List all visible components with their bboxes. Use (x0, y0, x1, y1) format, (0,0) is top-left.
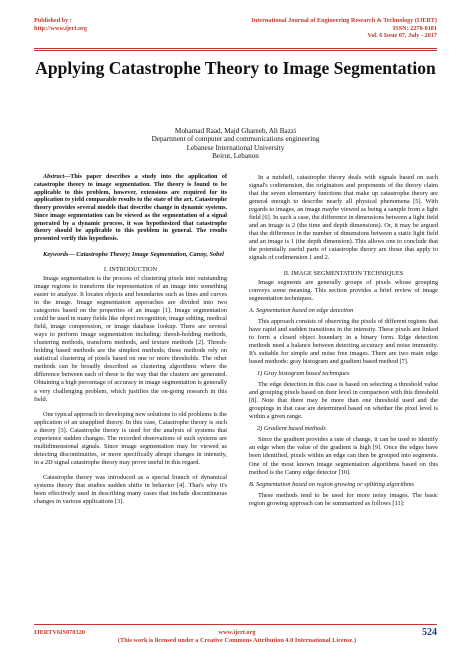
paper-id: IJERTV6IS070320 (34, 629, 85, 636)
subsection-b-heading: B. Segmentation based on region growing or splitting algorithms (249, 480, 414, 488)
volume-issue: Vol. 6 Issue 07, July - 2017 (367, 32, 437, 40)
right-column (249, 174, 438, 508)
section-heading-introduction: I. INTRODUCTION (103, 265, 158, 273)
subsection-2-heading: 2) Gradient based methods (257, 425, 326, 433)
keywords: Keywords— Catastrophe Theory; Image Segmentation, Canny, Sobel (43, 250, 224, 258)
header-left (34, 17, 87, 32)
abstract (34, 174, 227, 244)
left-column (34, 174, 227, 506)
subsection-b-body: These methods tend to be used for more noisy images. The basic region growing approach can be summarized as follows [11]: (249, 491, 438, 507)
subsection-a-heading: A. Segmentation based on edge detection (249, 306, 354, 314)
footer-site-link[interactable]: www.ijert.org (218, 629, 256, 636)
abstract-lead: Abstract (43, 174, 65, 180)
journal-name: International Journal of Engineering Research & Technology (IJERT) (251, 17, 437, 24)
header-site-link[interactable]: http://www.ijert.org (34, 24, 87, 32)
subsection-1-body: The edge detection in this case is based on selecting a threshold value and grouping pixels based on their level in comparison with this threshold [8]. Note that there may be more than one threshold used and the groupings in that case are determined based on whether the pixel level is within a given range. (249, 381, 438, 421)
header-divider (34, 48, 437, 49)
section-heading-techniques: II. IMAGE SEGMENTATION TECHNIQUES (283, 269, 404, 277)
author-department: Department of computer and communications engineering (151, 135, 320, 144)
header-right (252, 17, 437, 40)
issn: ISSN: 2278-0181 (392, 24, 437, 32)
page-number: 524 (422, 627, 437, 638)
author-university: Lebanese International University (186, 143, 285, 152)
author-location: Beirut, Lebanon (212, 151, 259, 160)
author-names: Mohamad Raad, Majd Ghareeb, Ali Bazzi (174, 127, 297, 135)
intro-paragraph-1: Image segmentation is the process of clustering pixels into outstanding image regions to transform the representation of an image into something easier to analyze. It locates objects and boundaries such as lines and curves in the image. Image segmentation approaches are divided into two categories based on the properties of an image [1]. Image segmentation could be used in many fields like object recognition, image editing, medical field, image compression, or image database lookup. There are several ways to perform image segmentation including: thresh-holding methods, clustering methods, transform methods, and texture methods [2]. Thresh-holding based methods are the simplest methods; these methods rely on statistical clustering of pixels based on one or more thresholds. The other methods can be broadly described as clustering algorithms where the difference between each of these is the way that the clusters are generated. Obtaining a high percentage of accuracy in image segmentation is generally a very challenging problem, which justifies the on-going research in this field. (34, 274, 227, 403)
footer-center (0, 629, 474, 645)
published-by: Published by : (34, 17, 72, 24)
techniques-intro: Image segments are generally groups of pixels whose grouping conveys some meaning. This section provides a brief review of image segmentation techniques. (249, 278, 438, 302)
license-note: (This work is licensed under a Creative Commons Attribution 4.0 International License.) (117, 637, 357, 644)
subsection-2-body: Since the gradient provides a rate of change, it can be used to identify an edge when the value of the gradient is high [9]. Once the edges have been identified, pixels within an edge can then be grouped into segments. One of the most known image segmentation algorithms based on this method is the Canny edge detector [10]. (249, 436, 438, 476)
intro-paragraph-2: One typical approach to developing new solutions to old problems is the application of an unapplied theory. In this case, Catastrophe theory is such a theory [3]. Catastrophe theory is used for the analysis of systems that experience sudden changes. The recorded observations of such systems are multidimensional signals. Since image segmentation may be viewed as detecting discontinuities, or more specifically abrupt changes in intensity, in a 2D signal catastrophe theory may prove useful in this regard. (34, 410, 227, 466)
author-block (34, 127, 437, 160)
intro-paragraph-3: Catastrophe theory was introduced as a special branch of dynamical systems theory that studies sudden shifts in behavior [4]. That's why it's been effectively used in describing many cases that include discontinuous changes in various applications [3]. (34, 473, 227, 506)
subsection-1-heading: 1) Gray histogram based techniques (257, 370, 350, 378)
header-divider-thin (34, 50, 437, 51)
subsection-a-body: This approach consists of observing the pixels of different regions that have rapid and sudden transitions in the intensity. These pixels are linked to form a closed object boundary in a binary form. Edge detection methods need a balance between detecting accuracy and noise immunity. It's suitable for simple and noise free images. There are two main edge based methods: gray histogram and gradient based method [7]. (249, 317, 438, 365)
footer-divider (34, 624, 437, 625)
right-paragraph-1: In a nutshell, catastrophe theory deals with signals based on each signal's codimension, the originators and proponents of the theory claim that the seven elementary functions that make up catastrophe theory are general enough to describe nearly all physical phenomena [5]. With regards to images, an image maybe viewed as being a sample from a light field [6]. In such a case, the difference in dimensions between a light field and an image is 2 (the time and depth dimensions). Or, it may be argued that the difference in the number of dimensions between a static light field and an image is 1 (the depth dimension). This allows one to conclude that the potentially useful parts of catastrophe theory are those that apply to signals of codimension 1 and 2. (249, 174, 438, 262)
paper-title: Applying Catastrophe Theory to Image Segmentation (35, 58, 436, 78)
abstract-body: —This paper describes a study into the application of catastrophe theory to image segmentation. The theory is found to be applicable to this problem, however, extensions are required for its application to yield comparable results to the state of the art. Catastrophe theory provides several models that describe change in dynamic systems. Since image segmentation can be viewed as the segmentation of a signal generated by a dynamic process, it was hypothesized that catastrophe theory should be applicable to this problem in general. The results presented verify this hypothesis. (34, 174, 227, 242)
